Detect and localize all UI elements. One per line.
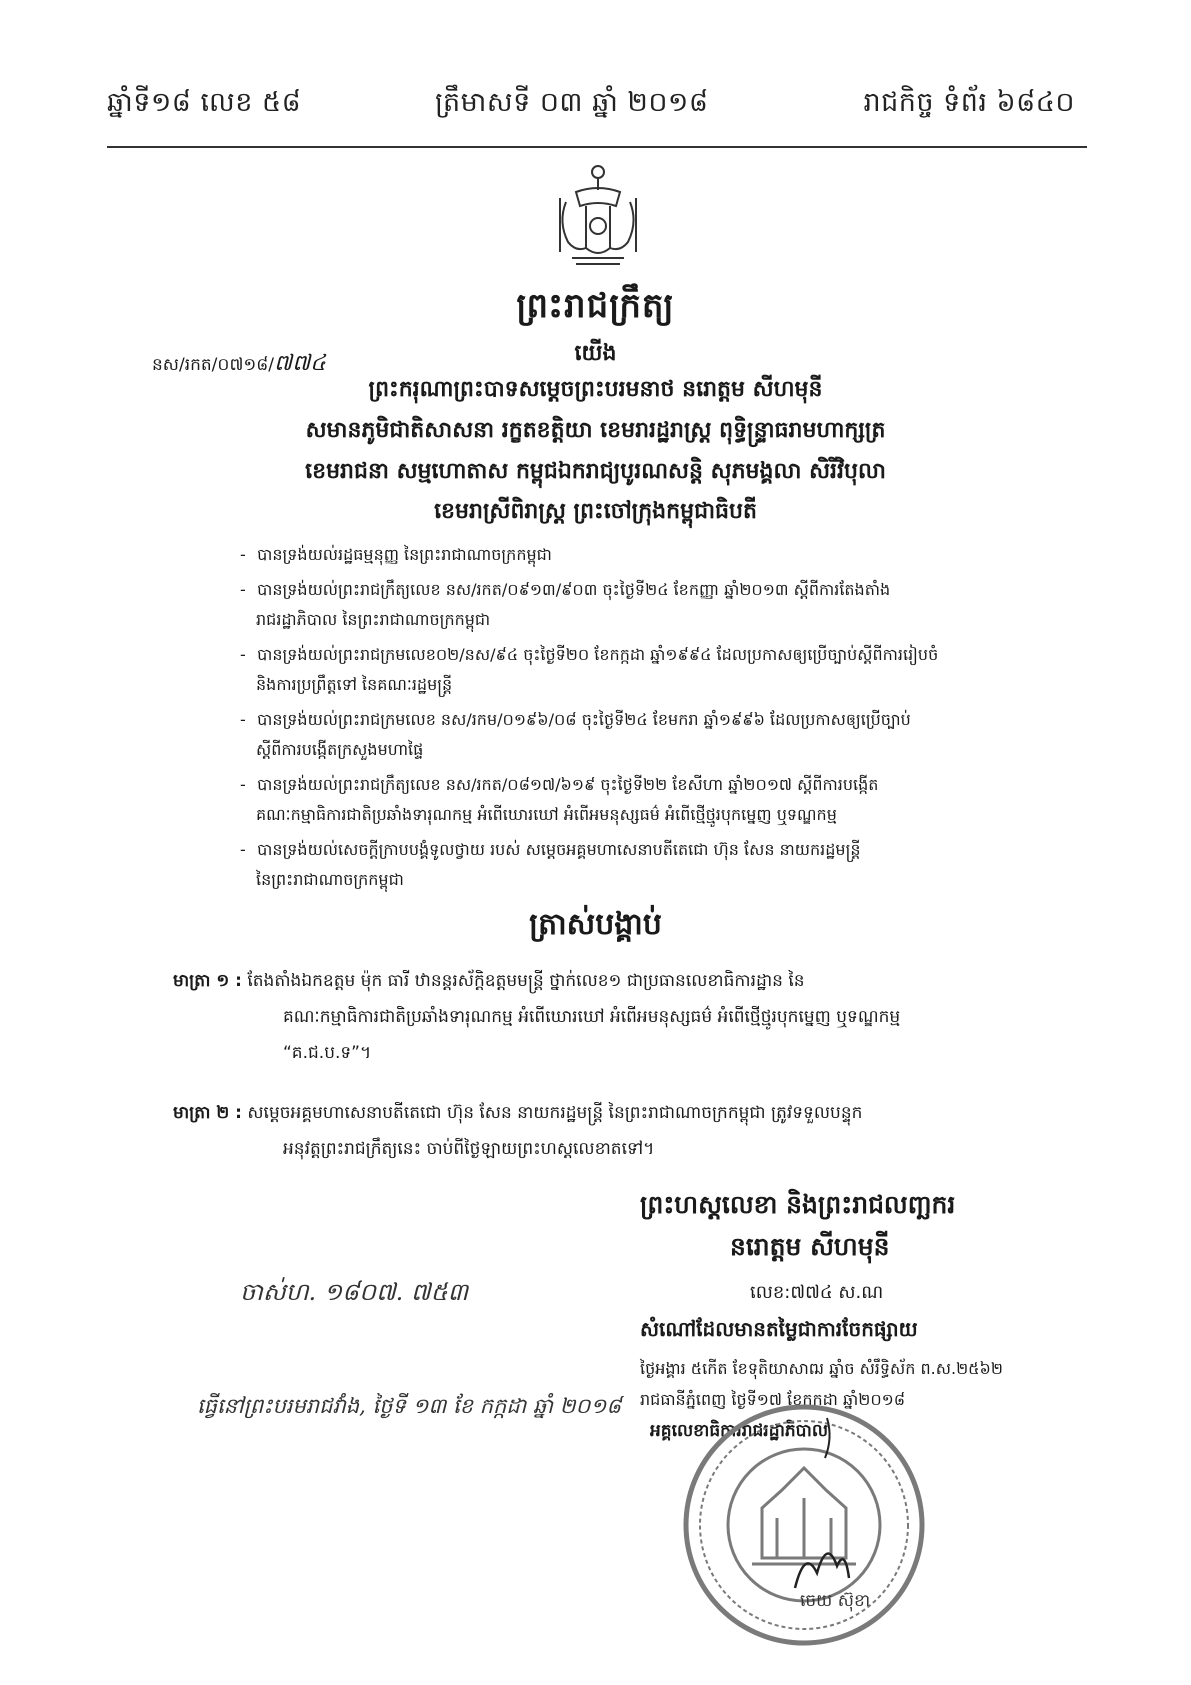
document-title: ព្រះរាជក្រឹត្យ — [516, 286, 675, 326]
gazette-page-number: រាជកិច្ច ទំព័រ ៦៨៤០ — [863, 87, 1075, 118]
article-label: មាត្រា ១ : — [173, 971, 242, 991]
copy-lunar-date: ថ្ងៃអង្គារ ៥កើត ខែទុតិយាសាឍ ឆ្នាំច សំរឹទ្ធិស័ក ព.ស.២៥៦២ — [640, 1359, 1003, 1378]
clause-line: នៃព្រះរាជាណាចក្រកម្ពុជា — [256, 870, 404, 889]
place-and-date: ធ្វើនៅព្រះបរមរាជវាំង, ថ្ងៃទី ១៣ ខែ កក្កដា ឆ្នាំ ២០១៨ — [197, 1394, 622, 1418]
decree-reference-handwritten: ៧៧៤ — [274, 351, 326, 376]
copy-issue-date: រាជធានីភ្នំពេញ ថ្ងៃទី១៧ ខែកក្កដា ឆ្នាំ២០១៨ — [640, 1390, 906, 1409]
clause-line: បានទ្រង់យល់រដ្ឋធម្មនុញ្ញ នៃព្រះរាជាណាចក្រកម្ពុជា — [257, 545, 552, 564]
clause-line: បានទ្រង់យល់ព្រះរាជក្រឹត្យលេខ នស/រកត/០៩១៣/៩០៣ ចុះថ្ងៃទី២៤ ខែកញ្ញា ឆ្នាំ២០១៣ ស្តីពីការតែងតាំង — [257, 580, 891, 599]
article-line: តែងតាំងឯកឧត្តម ម៉ុក ធារី ឋានន្តរស័ក្តិឧត្តមមន្ត្រី ថ្នាក់លេខ១ ជាប្រធានលេខាធិការដ្ឋាន នៃ — [247, 971, 805, 991]
royal-signature-line: ព្រះហស្តលេខា និងព្រះរាជលញ្ឆករ — [640, 1190, 956, 1219]
royal-coat-of-arms-icon — [546, 162, 651, 272]
handwritten-note: ចាស់ហ. ១៨០៧. ៧៥៣ — [240, 1278, 469, 1306]
royal-title-line: ខេមរាស្រីពិរាស្ត្រ ព្រះចៅក្រុងកម្ពុជាធិបតី — [434, 499, 757, 524]
preamble-clauses — [240, 540, 1080, 900]
decree-heading: ត្រាស់បង្គាប់ — [529, 907, 662, 942]
article-1 — [173, 963, 1053, 1071]
document-subtitle: យើង — [574, 341, 617, 366]
royal-title-line: ព្រះករុណាព្រះបាទសម្តេចព្រះបរមនាថ នរោត្តម សីហមុនី — [368, 377, 823, 402]
royal-title-line: ខេមរាជនា សម្មហោតាស កម្ពុជឯករាជ្យបូរណសន្តិ សុភមង្គលា សិរីវិបុលា — [305, 459, 886, 484]
clause-line: បានទ្រង់យល់ព្រះរាជក្រមលេខ០២/នស/៩៤ ចុះថ្ងៃទី២០ ខែកក្កដា ឆ្នាំ១៩៩៤ ដែលប្រកាសឲ្យប្រើច្បាប់ស្តីពីការរៀបចំ — [257, 645, 939, 664]
copy-issuer-title: អគ្គលេខាធិការរាជរដ្ឋាភិបាល — [650, 1421, 829, 1441]
clause-line: បានទ្រង់យល់ព្រះរាជក្រឹត្យលេខ នស/រកត/០៨១៧/៦១៩ ចុះថ្ងៃទី២២ ខែសីហា ឆ្នាំ២០១៧ ស្តីពីការបង្កើត — [257, 775, 879, 794]
article-label: មាត្រា ២ : — [173, 1103, 242, 1123]
header-rule — [107, 146, 1087, 148]
article-line: សម្តេចអគ្គមហាសេនាបតីតេជោ ហ៊ុន សែន នាយករដ្ឋមន្ត្រី នៃព្រះរាជាណាចក្រកម្ពុជា ត្រូវទទួលបន្ទុក — [247, 1103, 863, 1123]
preamble-clause: - បានទ្រង់យល់ព្រះរាជក្រមលេខ០២/នស/៩៤ ចុះថ្ងៃទី២០ ខែកក្កដា ឆ្នាំ១៩៩៤ ដែលប្រកាសឲ្យប្រើច្បាប់ស្តីពីការរៀបចំ និងការប្រព្រឹត្តទៅ នៃគណៈរដ្ឋមន្ត្រី — [240, 640, 1080, 700]
preamble-clause: - បានទ្រង់យល់រដ្ឋធម្មនុញ្ញ នៃព្រះរាជាណាចក្រកម្ពុជា — [240, 545, 552, 564]
clause-line: និងការប្រព្រឹត្តទៅ នៃគណៈរដ្ឋមន្ត្រី — [256, 675, 453, 694]
article-2 — [173, 1095, 1053, 1167]
clause-line: គណៈកម្មាធិការជាតិប្រឆាំងទារុណកម្ម អំពើឃោរឃៅ អំពើអមនុស្សធម៌ អំពើថ្មើថ្មូរបុកម្នេញ ឬទណ្ឌកម្ម — [256, 805, 837, 824]
preamble-clause: - បានទ្រង់យល់ព្រះរាជក្រឹត្យលេខ នស/រកត/០៨១៧/៦១៩ ចុះថ្ងៃទី២២ ខែសីហា ឆ្នាំ២០១៧ ស្តីពីការបង្កើត គណៈកម្មាធិការជាតិប្រឆាំងទារុណកម្ម អំពើឃោរឃៅ អំពើអមនុស្សធម៌ អំពើថ្មើថ្មូរបុកម្នេញ ឬទណ្ឌកម្ម — [240, 770, 1080, 830]
article-line: “គ.ជ.ប.ទ”។ — [283, 1043, 372, 1063]
clause-line: បានទ្រង់យល់ព្រះរាជក្រមលេខ នស/រកម/០១៩៦/០៨ ចុះថ្ងៃទី២៤ ខែមករា ឆ្នាំ១៩៩៦ ដែលប្រកាសឲ្យប្រើច្បាប់ — [257, 710, 911, 729]
clause-line: រាជរដ្ឋាភិបាល នៃព្រះរាជាណាចក្រកម្ពុជា — [256, 610, 491, 629]
certified-copy-label: សំណៅដែលមានតម្លៃជាការចែកផ្សាយ — [640, 1317, 918, 1341]
royal-signature-name: នរោត្តម សីហមុនី — [730, 1232, 890, 1261]
reference-number: លេខ:៧៧៤ ស.ណ — [750, 1282, 884, 1303]
preamble-clause: - បានទ្រង់យល់ព្រះរាជក្រឹត្យលេខ នស/រកត/០៩១៣/៩០៣ ចុះថ្ងៃទី២៤ ខែកញ្ញា ឆ្នាំ២០១៣ ស្តីពីការតែងតាំង រាជរដ្ឋាភិបាល នៃព្រះរាជាណាចក្រកម្ពុជា — [240, 575, 1080, 635]
clause-line: បានទ្រង់យល់សេចក្តីក្រាបបង្គំទូលថ្វាយ របស់ សម្តេចអគ្គមហាសេនាបតីតេជោ ហ៊ុន សែន នាយករដ្ឋមន្ត្រី — [257, 840, 861, 859]
preamble-clause: - បានទ្រង់យល់ព្រះរាជក្រមលេខ នស/រកម/០១៩៦/០៨ ចុះថ្ងៃទី២៤ ខែមករា ឆ្នាំ១៩៩៦ ដែលប្រកាសឲ្យប្រើច្បាប់ ស្តីពីការបង្កើតក្រសួងមហាផ្ទៃ — [240, 705, 1080, 765]
article-line: គណៈកម្មាធិការជាតិប្រឆាំងទារុណកម្ម អំពើឃោរឃៅ អំពើអមនុស្សធម៌ អំពើថ្មើថ្មូរបុកម្នេញ ឬទណ្ឌកម្ម — [283, 1007, 901, 1027]
gazette-date: ត្រឹមាសទី ០៣ ឆ្នាំ ២០១៨ — [435, 87, 709, 118]
clause-line: ស្តីពីការបង្កើតក្រសួងមហាផ្ទៃ — [256, 740, 424, 759]
signatory-name: ចេយ ស៊ុខា — [800, 1591, 871, 1611]
article-line: អនុវត្តព្រះរាជក្រឹត្យនេះ ចាប់ពីថ្ងៃឡាយព្រះហស្តលេខាតទៅ។ — [283, 1139, 655, 1159]
decree-reference-prefix: នស/រកត/០៧១៨/ — [152, 355, 275, 375]
preamble-clause: - បានទ្រង់យល់សេចក្តីក្រាបបង្គំទូលថ្វាយ របស់ សម្តេចអគ្គមហាសេនាបតីតេជោ ហ៊ុន សែន នាយករដ្ឋមន្ត្រី នៃព្រះរាជាណាចក្រកម្ពុជា — [240, 835, 1080, 895]
gazette-year-issue: ឆ្នាំទី១៨ លេខ ៥៨ — [107, 87, 302, 118]
royal-title-line: សមានភូមិជាតិសាសនា រក្ខតខត្តិយា ខេមរារដ្ឋរាស្ត្រ ពុទ្ធិន្ទ្រាធរាមហាក្សត្រ — [305, 418, 886, 443]
